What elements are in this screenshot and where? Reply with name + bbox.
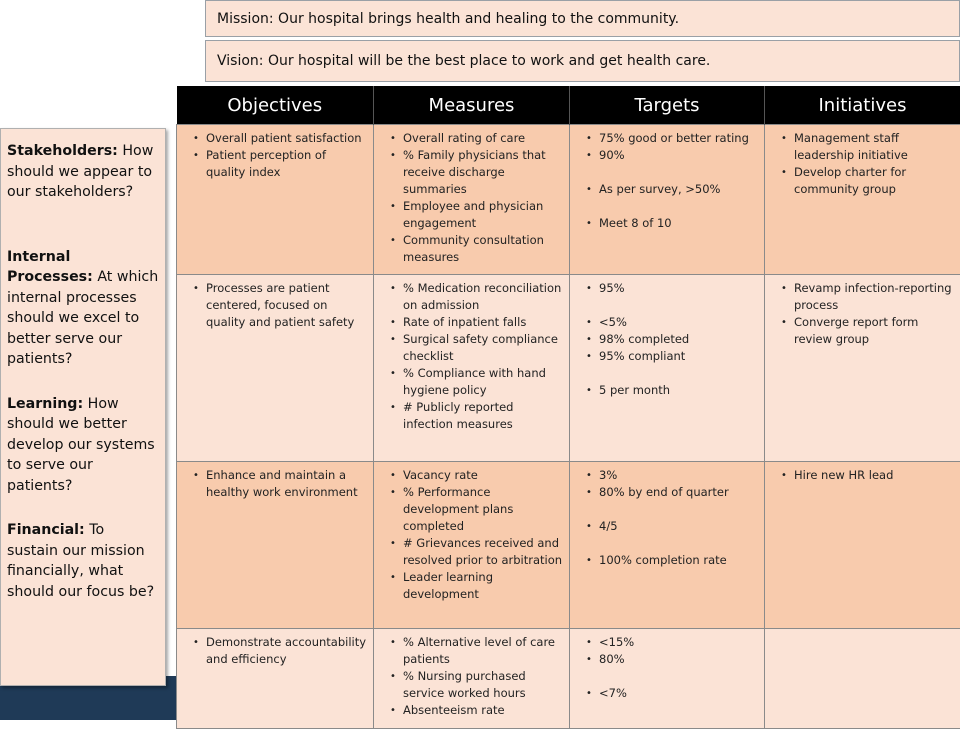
perspective-term: Internal Processes: xyxy=(7,249,93,286)
list-item: • 95% xyxy=(599,280,758,297)
list-item: • 80% xyxy=(599,651,758,668)
objectives-cell xyxy=(177,629,374,729)
table-row xyxy=(177,462,960,629)
list-item: • % Performance development plans completed xyxy=(403,484,563,535)
list-item: • Management staff leadership initiative xyxy=(794,130,954,164)
perspective-question: To sustain our mission financially, what should our focus be? xyxy=(7,522,154,600)
list-item: • Processes are patient centered, focused on quality and patient safety xyxy=(206,280,367,331)
list-item: • Converge report form review group xyxy=(794,314,954,348)
initiatives-cell xyxy=(765,629,960,729)
header-initiatives: Initiatives xyxy=(765,86,960,125)
list-item: • 4/5 xyxy=(599,518,758,535)
table-row xyxy=(177,125,960,275)
perspective-term: Learning: xyxy=(7,396,83,412)
list-item: • Demonstrate accountability and efficiency xyxy=(206,634,367,668)
perspective-question: How should we appear to our stakeholders? xyxy=(7,143,153,200)
list-item: • Employee and physician engagement xyxy=(403,198,563,232)
list-item: • % Nursing purchased service worked hours xyxy=(403,668,563,702)
targets-cell xyxy=(570,462,765,629)
list-item: • 75% good or better rating xyxy=(599,130,758,147)
list-item: • 100% completion rate xyxy=(599,552,758,569)
perspective-question: At which internal processes should we excel to better serve our patients? xyxy=(7,269,158,367)
perspectives-panel xyxy=(0,128,166,686)
list-item: • <7% xyxy=(599,685,758,702)
targets-cell xyxy=(570,125,765,275)
list-item: • 80% by end of quarter xyxy=(599,484,758,501)
objectives-cell xyxy=(177,462,374,629)
list-item: • Overall patient satisfaction xyxy=(206,130,367,147)
initiatives-cell xyxy=(765,125,960,275)
list-item: • Patient perception of quality index xyxy=(206,147,367,181)
initiatives-cell xyxy=(765,275,960,462)
measures-cell xyxy=(374,629,570,729)
list-item: • Develop charter for community group xyxy=(794,164,954,198)
list-item: • 3% xyxy=(599,467,758,484)
list-item: • Revamp infection-reporting process xyxy=(794,280,954,314)
initiatives-cell xyxy=(765,462,960,629)
perspective-internal-processes xyxy=(7,247,159,370)
list-item: • # Publicly reported infection measures xyxy=(403,399,563,433)
targets-cell xyxy=(570,629,765,729)
targets-cell xyxy=(570,275,765,462)
vision-statement xyxy=(205,40,960,82)
measures-cell xyxy=(374,275,570,462)
list-item: • Rate of inpatient falls xyxy=(403,314,563,331)
table-header-row xyxy=(177,86,960,125)
perspective-term: Stakeholders: xyxy=(7,143,118,159)
list-item: • % Alternative level of care patients xyxy=(403,634,563,668)
perspective-stakeholders xyxy=(7,141,159,203)
balanced-scorecard-table xyxy=(176,86,960,729)
list-item: • # Grievances received and resolved prior to arbitration xyxy=(403,535,563,569)
table-row xyxy=(177,629,960,729)
list-item: • Surgical safety compliance checklist xyxy=(403,331,563,365)
list-item: • As per survey, >50% xyxy=(599,181,758,198)
objectives-cell xyxy=(177,275,374,462)
mission-text: Mission: Our hospital brings health and healing to the community. xyxy=(217,11,679,27)
header-objectives: Objectives xyxy=(177,86,374,125)
measures-cell xyxy=(374,125,570,275)
list-item: • 95% compliant xyxy=(599,348,758,365)
list-item: • 98% completed xyxy=(599,331,758,348)
list-item: • Community consultation measures xyxy=(403,232,563,266)
objectives-cell xyxy=(177,125,374,275)
header-measures: Measures xyxy=(374,86,570,125)
list-item: • 90% xyxy=(599,147,758,164)
list-item: • Hire new HR lead xyxy=(794,467,954,484)
list-item: • Meet 8 of 10 xyxy=(599,215,758,232)
list-item: • % Compliance with hand hygiene policy xyxy=(403,365,563,399)
perspective-term: Financial: xyxy=(7,522,85,538)
table-row xyxy=(177,275,960,462)
header-targets: Targets xyxy=(570,86,765,125)
measures-cell xyxy=(374,462,570,629)
mission-statement xyxy=(205,0,960,37)
list-item: • % Medication reconciliation on admission xyxy=(403,280,563,314)
perspective-learning xyxy=(7,394,159,497)
list-item: • Absenteeism rate xyxy=(403,702,563,719)
list-item: • Leader learning development xyxy=(403,569,563,603)
list-item: • Overall rating of care xyxy=(403,130,563,147)
vision-text: Vision: Our hospital will be the best place to work and get health care. xyxy=(217,53,710,69)
perspective-financial xyxy=(7,520,159,602)
list-item: • Enhance and maintain a healthy work environment xyxy=(206,467,367,501)
list-item: • Vacancy rate xyxy=(403,467,563,484)
list-item: • % Family physicians that receive discharge summaries xyxy=(403,147,563,198)
list-item: • 5 per month xyxy=(599,382,758,399)
perspective-question: How should we better develop our systems to serve our patients? xyxy=(7,396,155,494)
list-item: • <15% xyxy=(599,634,758,651)
list-item: • <5% xyxy=(599,314,758,331)
